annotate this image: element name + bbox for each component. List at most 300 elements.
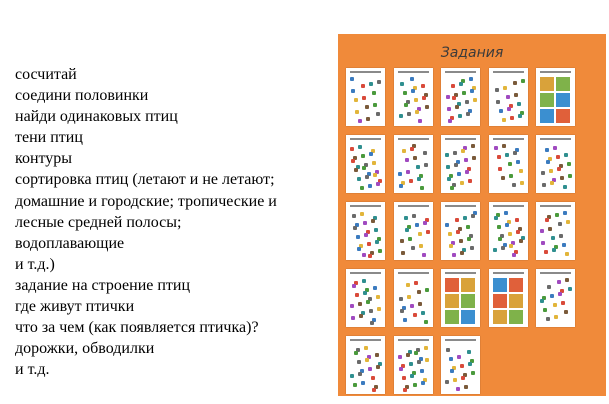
worksheet-thumbnail: [346, 336, 385, 394]
worksheet-thumbnail: [489, 68, 528, 126]
bird-picture: [515, 218, 519, 222]
worksheet-header-line: [398, 138, 429, 140]
bird-picture: [420, 186, 424, 190]
bird-picture: [446, 165, 450, 169]
bird-picture: [448, 232, 452, 236]
bird-picture: [462, 91, 466, 95]
bird-picture: [409, 362, 413, 366]
bird-picture: [509, 174, 513, 178]
bird-picture: [508, 162, 512, 166]
bird-picture: [505, 223, 509, 227]
bird-picture: [414, 98, 418, 102]
bird-picture: [410, 374, 414, 378]
bird-picture: [376, 182, 380, 186]
worksheet-thumbnail: [441, 68, 480, 126]
worksheet-picture: [556, 77, 570, 91]
bird-picture: [549, 169, 553, 173]
bird-picture: [406, 170, 410, 174]
bird-picture: [361, 84, 365, 88]
bird-picture: [553, 146, 557, 150]
task-line: что за чем (как появляется птичка)?: [15, 319, 259, 337]
bird-picture: [378, 249, 382, 253]
worksheet-header-line: [350, 339, 381, 341]
bird-picture: [552, 248, 556, 252]
bird-picture: [361, 381, 365, 385]
bird-picture: [357, 247, 361, 251]
task-line: водоплавающие: [15, 234, 125, 252]
bird-picture: [459, 82, 463, 86]
bird-picture: [399, 297, 403, 301]
bird-picture: [466, 225, 470, 229]
bird-picture: [445, 223, 449, 227]
bird-picture: [448, 119, 452, 123]
worksheet-thumbnail: [394, 269, 433, 327]
bird-picture: [459, 239, 463, 243]
bird-picture: [495, 88, 499, 92]
bird-picture: [498, 167, 502, 171]
bird-picture: [457, 172, 461, 176]
bird-picture: [353, 383, 357, 387]
bird-picture: [445, 380, 449, 384]
bird-picture: [407, 295, 411, 299]
bird-picture: [375, 240, 379, 244]
bird-picture: [555, 213, 559, 217]
bird-picture: [418, 232, 422, 236]
worksheet-picture: [493, 294, 507, 308]
task-line: соедини половинки: [15, 87, 149, 105]
bird-picture: [350, 77, 354, 81]
bird-picture: [425, 105, 429, 109]
worksheet-thumbnail: [536, 269, 575, 327]
task-line: задание на строение птиц: [15, 276, 191, 294]
bird-picture: [548, 227, 552, 231]
bird-picture: [454, 163, 458, 167]
bird-picture: [516, 230, 520, 234]
bird-picture: [422, 96, 426, 100]
bird-picture: [521, 79, 525, 83]
bird-picture: [363, 291, 367, 295]
bird-picture: [368, 254, 372, 258]
bird-picture: [544, 250, 548, 254]
bird-picture: [453, 378, 457, 382]
bird-picture: [519, 169, 523, 173]
bird-picture: [466, 112, 470, 116]
bird-picture: [376, 295, 380, 299]
bird-picture: [364, 233, 368, 237]
bird-picture: [545, 148, 549, 152]
bird-picture: [372, 388, 376, 392]
bird-picture: [366, 117, 370, 121]
bird-picture: [364, 346, 368, 350]
worksheet-header-line: [540, 138, 571, 140]
bird-picture: [461, 376, 465, 380]
bird-picture: [447, 177, 451, 181]
bird-picture: [377, 307, 381, 311]
bird-picture: [416, 165, 420, 169]
bird-picture: [411, 89, 415, 93]
bird-picture: [351, 159, 355, 163]
bird-picture: [468, 362, 472, 366]
bird-picture: [560, 176, 564, 180]
bird-picture: [559, 234, 563, 238]
tasks-poster: [338, 34, 606, 396]
bird-picture: [546, 317, 550, 321]
bird-picture: [362, 279, 366, 283]
bird-picture: [506, 95, 510, 99]
worksheet-picture: [461, 310, 475, 324]
bird-picture: [418, 119, 422, 123]
bird-picture: [373, 173, 377, 177]
worksheet-header-line: [493, 71, 524, 73]
bird-picture: [512, 253, 516, 257]
bird-picture: [568, 174, 572, 178]
worksheet-header-line: [398, 272, 429, 274]
bird-picture: [460, 251, 464, 255]
bird-picture: [452, 96, 456, 100]
bird-picture: [562, 243, 566, 247]
bird-picture: [402, 149, 406, 153]
worksheet-picture: [461, 278, 475, 292]
bird-picture: [358, 372, 362, 376]
bird-picture: [373, 286, 377, 290]
bird-picture: [494, 146, 498, 150]
bird-picture: [355, 293, 359, 297]
bird-picture: [398, 172, 402, 176]
bird-picture: [446, 348, 450, 352]
bird-picture: [460, 181, 464, 185]
worksheet-thumbnail: [346, 269, 385, 327]
bird-picture: [516, 160, 520, 164]
bird-picture: [507, 107, 511, 111]
bird-picture: [421, 311, 425, 315]
bird-picture: [376, 365, 380, 369]
bird-picture: [417, 290, 421, 294]
task-line: домашние и городские; тропические и: [15, 192, 277, 210]
worksheet-thumbnail: [346, 135, 385, 193]
bird-picture: [563, 211, 567, 215]
worksheet-thumbnail: [536, 135, 575, 193]
bird-picture: [445, 153, 449, 157]
bird-picture: [557, 167, 561, 171]
worksheet-header-line: [445, 339, 476, 341]
bird-picture: [554, 315, 558, 319]
bird-picture: [568, 287, 572, 291]
worksheet-thumbnail: [394, 135, 433, 193]
worksheet-thumbnail: [489, 202, 528, 260]
bird-picture: [403, 388, 407, 392]
bird-picture: [493, 248, 497, 252]
bird-picture: [417, 177, 421, 181]
task-line: сосчитай: [15, 66, 77, 83]
worksheet-header-line: [540, 272, 571, 274]
bird-picture: [446, 95, 450, 99]
bird-picture: [415, 110, 419, 114]
bird-picture: [423, 151, 427, 155]
bird-picture: [372, 91, 376, 95]
bird-picture: [357, 360, 361, 364]
bird-picture: [502, 144, 506, 148]
bird-picture: [413, 313, 417, 317]
worksheet-header-line: [350, 205, 381, 207]
bird-picture: [399, 114, 403, 118]
bird-picture: [374, 228, 378, 232]
bird-picture: [540, 299, 544, 303]
bird-picture: [403, 91, 407, 95]
bird-picture: [424, 163, 428, 167]
bird-picture: [425, 358, 429, 362]
bird-picture: [406, 353, 410, 357]
poster-title: Задания: [440, 45, 504, 61]
bird-picture: [360, 212, 364, 216]
bird-picture: [362, 96, 366, 100]
bird-picture: [410, 147, 414, 151]
task-line: найди одинаковых птиц: [15, 108, 178, 126]
bird-picture: [496, 100, 500, 104]
bird-picture: [467, 237, 471, 241]
bird-picture: [404, 216, 408, 220]
bird-picture: [541, 241, 545, 245]
bird-picture: [565, 278, 569, 282]
bird-picture: [413, 156, 417, 160]
worksheet-header-line: [398, 205, 429, 207]
bird-picture: [350, 374, 354, 378]
worksheet-picture: [540, 109, 554, 123]
bird-picture: [499, 109, 503, 113]
bird-picture: [373, 103, 377, 107]
bird-picture: [411, 246, 415, 250]
bird-picture: [354, 351, 358, 355]
bird-picture: [408, 237, 412, 241]
worksheet-header-line: [350, 272, 381, 274]
bird-picture: [471, 214, 475, 218]
bird-picture: [371, 219, 375, 223]
bird-picture: [460, 364, 464, 368]
bird-picture: [540, 229, 544, 233]
bird-picture: [494, 216, 498, 220]
bird-picture: [368, 184, 372, 188]
worksheet-picture: [540, 93, 554, 107]
worksheet-header-line: [445, 138, 476, 140]
bird-picture: [519, 239, 523, 243]
bird-picture: [420, 369, 424, 373]
bird-picture: [464, 158, 468, 162]
worksheet-picture: [493, 278, 507, 292]
bird-picture: [447, 107, 451, 111]
worksheet-header-line: [445, 71, 476, 73]
worksheet-header-line: [398, 71, 429, 73]
worksheet-thumbnail: [346, 202, 385, 260]
bird-picture: [547, 285, 551, 289]
bird-picture: [550, 181, 554, 185]
bird-picture: [351, 316, 355, 320]
bird-picture: [567, 162, 571, 166]
worksheet-header-line: [398, 339, 429, 341]
task-line: где живут птички: [15, 298, 135, 316]
worksheet-header-line: [493, 272, 524, 274]
bird-picture: [377, 80, 381, 84]
bird-picture: [354, 168, 358, 172]
bird-picture: [350, 304, 354, 308]
bird-picture: [407, 112, 411, 116]
bird-picture: [450, 186, 454, 190]
bird-picture: [369, 82, 373, 86]
bird-picture: [564, 310, 568, 314]
bird-picture: [517, 102, 521, 106]
task-line: и т.д.): [15, 255, 55, 273]
worksheet-thumbnail: [441, 336, 480, 394]
worksheet-thumbnail: [346, 68, 385, 126]
bird-picture: [376, 112, 380, 116]
bird-picture: [352, 284, 356, 288]
worksheet-header-line: [445, 272, 476, 274]
bird-picture: [412, 214, 416, 218]
bird-picture: [414, 281, 418, 285]
bird-picture: [369, 152, 373, 156]
worksheet-header-line: [540, 205, 571, 207]
bird-picture: [403, 318, 407, 322]
bird-picture: [514, 93, 518, 97]
worksheet-picture: [445, 294, 459, 308]
bird-picture: [417, 360, 421, 364]
bird-picture: [520, 181, 524, 185]
bird-picture: [372, 161, 376, 165]
worksheet-thumbnail: [489, 269, 528, 327]
bird-picture: [399, 184, 403, 188]
worksheet-picture: [461, 294, 475, 308]
bird-picture: [503, 86, 507, 90]
bird-picture: [553, 303, 557, 307]
bird-picture: [558, 292, 562, 296]
bird-picture: [357, 177, 361, 181]
bird-picture: [456, 230, 460, 234]
worksheet-thumbnail: [394, 68, 433, 126]
worksheet-header-line: [493, 138, 524, 140]
worksheet-picture: [509, 294, 523, 308]
bird-picture: [365, 175, 369, 179]
bird-picture: [401, 251, 405, 255]
worksheet-thumbnail: [536, 202, 575, 260]
bird-picture: [350, 147, 354, 151]
bird-picture: [452, 253, 456, 257]
worksheet-picture: [556, 93, 570, 107]
bird-picture: [504, 211, 508, 215]
worksheet-thumbnail: [536, 68, 575, 126]
bird-picture: [557, 280, 561, 284]
task-line: и т.д.: [15, 361, 50, 379]
bird-picture: [410, 304, 414, 308]
bird-picture: [398, 355, 402, 359]
bird-picture: [366, 300, 370, 304]
bird-picture: [509, 244, 513, 248]
bird-picture: [543, 308, 547, 312]
bird-picture: [361, 154, 365, 158]
bird-picture: [363, 221, 367, 225]
bird-picture: [469, 77, 473, 81]
bird-picture: [410, 77, 414, 81]
bird-picture: [542, 183, 546, 187]
worksheet-thumbnail: [441, 135, 480, 193]
bird-picture: [449, 357, 453, 361]
bird-picture: [565, 252, 569, 256]
bird-picture: [471, 371, 475, 375]
task-line: лесные средней полосы;: [15, 213, 182, 231]
bird-picture: [561, 301, 565, 305]
bird-picture: [409, 179, 413, 183]
bird-picture: [400, 82, 404, 86]
bird-picture: [566, 220, 570, 224]
bird-picture: [502, 118, 506, 122]
bird-picture: [415, 223, 419, 227]
worksheet-picture: [509, 310, 523, 324]
bird-picture: [413, 383, 417, 387]
bird-picture: [498, 237, 502, 241]
worksheet-thumbnail: [441, 269, 480, 327]
bird-picture: [453, 151, 457, 155]
bird-picture: [513, 81, 517, 85]
bird-picture: [426, 230, 430, 234]
bird-picture: [501, 246, 505, 250]
bird-picture: [464, 385, 468, 389]
worksheet-picture: [556, 109, 570, 123]
bird-picture: [399, 367, 403, 371]
worksheet-header-line: [445, 205, 476, 207]
bird-picture: [497, 155, 501, 159]
bird-picture: [362, 166, 366, 170]
bird-picture: [465, 100, 469, 104]
bird-picture: [505, 153, 509, 157]
bird-picture: [404, 103, 408, 107]
bird-picture: [353, 226, 357, 230]
bird-picture: [456, 387, 460, 391]
bird-picture: [405, 158, 409, 162]
bird-picture: [471, 144, 475, 148]
bird-picture: [421, 381, 425, 385]
worksheet-thumbnail: [441, 202, 480, 260]
bird-picture: [355, 110, 359, 114]
task-list: [15, 64, 333, 380]
bird-picture: [360, 186, 364, 190]
bird-picture: [513, 151, 517, 155]
bird-picture: [473, 98, 477, 102]
worksheet-header-line: [540, 71, 571, 73]
bird-picture: [470, 246, 474, 250]
bird-picture: [425, 288, 429, 292]
bird-picture: [546, 160, 550, 164]
bird-picture: [359, 314, 363, 318]
bird-picture: [510, 116, 514, 120]
bird-picture: [512, 183, 516, 187]
bird-picture: [457, 355, 461, 359]
bird-picture: [400, 309, 404, 313]
task-line: сортировка птиц (летают и не летают;: [15, 171, 275, 189]
bird-picture: [541, 171, 545, 175]
bird-picture: [472, 156, 476, 160]
bird-picture: [467, 350, 471, 354]
worksheet-picture: [509, 278, 523, 292]
bird-picture: [556, 155, 560, 159]
bird-picture: [468, 179, 472, 183]
worksheet-picture: [445, 278, 459, 292]
bird-picture: [551, 236, 555, 240]
bird-picture: [356, 235, 360, 239]
bird-picture: [405, 228, 409, 232]
bird-picture: [545, 218, 549, 222]
bird-picture: [465, 170, 469, 174]
bird-picture: [375, 353, 379, 357]
bird-picture: [518, 114, 522, 118]
bird-picture: [508, 232, 512, 236]
task-line: контуры: [15, 150, 73, 168]
